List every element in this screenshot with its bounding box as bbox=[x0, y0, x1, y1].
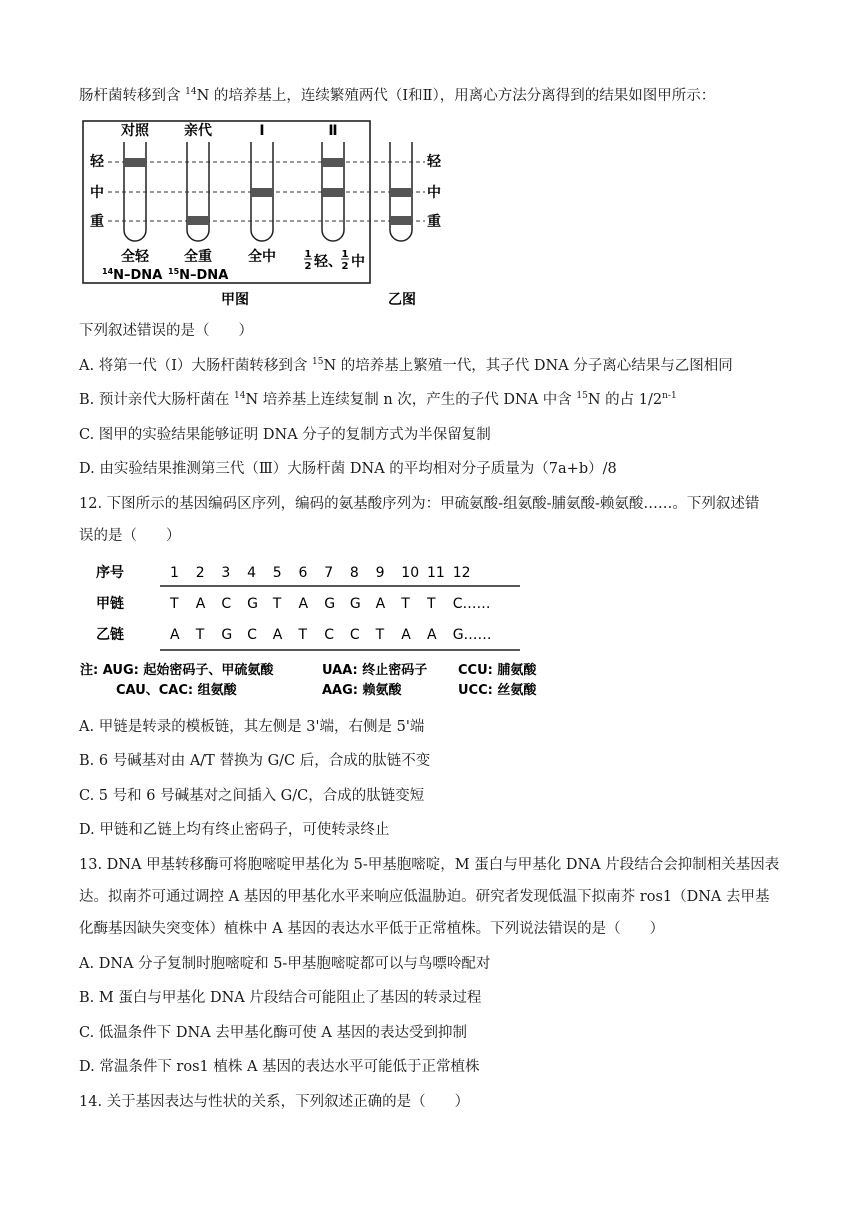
sequence-number: 2 bbox=[195, 565, 205, 581]
band-gen1-middle bbox=[251, 188, 273, 197]
label-light: 轻 bbox=[90, 154, 104, 170]
sequence-number: 11 bbox=[427, 565, 445, 581]
sequence-number: 8 bbox=[349, 565, 359, 581]
svg-text:2: 2 bbox=[304, 261, 312, 272]
strand-a-base: G bbox=[324, 596, 336, 612]
q12-stem-line2: 误的是（ ） bbox=[79, 528, 181, 544]
q11-option-b: B. 预计亲代大肠杆菌在 $^{14}$N 培养基上连续复制 n 次，产生的子代 DNA 中含 $^{15}$N 的占 1/2$^{n-1}$ bbox=[79, 391, 677, 408]
sequence-number: 12 bbox=[452, 565, 471, 581]
strand-b-base: G…… bbox=[452, 627, 492, 643]
sequence-number: 7 bbox=[324, 565, 334, 581]
label-heavy: 重 bbox=[90, 214, 104, 230]
strand-a-base: T bbox=[272, 596, 282, 612]
caption-figure-a: 甲图 bbox=[221, 292, 249, 308]
q13-option-c: C. 低温条件下 DNA 去甲基化酶可使 A 基因的表达受到抑制 bbox=[79, 1025, 467, 1041]
row-label-strand-b: 乙链 bbox=[96, 627, 124, 643]
row-label-number: 序号 bbox=[96, 565, 124, 581]
band-parent-heavy bbox=[187, 216, 209, 225]
right-label-light: 轻 bbox=[427, 154, 441, 170]
note-line1-b: UAA: 终止密码子 bbox=[322, 663, 428, 678]
q11-option-d: D. 由实验结果推测第三代（Ⅲ）大肠杆菌 DNA 的平均相对分子质量为（7a+b）/8 bbox=[79, 461, 617, 477]
fraction-label bbox=[304, 249, 365, 272]
svg-text:1: 1 bbox=[304, 249, 312, 260]
dna-label-15n: $^{15}$N–DNA bbox=[168, 267, 229, 283]
q11-stem: 下列叙述错误的是（ ） bbox=[79, 323, 253, 339]
q12-stem-line1: 12. 下图所示的基因编码区序列，编码的氨基酸序列为：甲硫氨酸-组氨酸-脯氨酸-赖氨酸……。下列叙述错 bbox=[79, 496, 760, 512]
header-gen2: Ⅱ bbox=[328, 123, 338, 139]
sequence-number: 1 bbox=[170, 565, 179, 581]
sequence-number: 6 bbox=[298, 565, 308, 581]
q11-option-a: A. 将第一代（Ⅰ）大肠杆菌转移到含 $^{15}$N 的培养基上繁殖一代，其子代 DNA 分子离心结果与乙图相同 bbox=[79, 357, 733, 374]
intro-line: 肠杆菌转移到含 $^{14}$N 的培养基上，连续繁殖两代（Ⅰ和Ⅱ），用离心方法分离得到的结果如图甲所示： bbox=[79, 87, 716, 104]
strand-a-base: T bbox=[427, 596, 436, 612]
q13-stem-line2: 达。拟南芥可通过调控 A 基因的甲基化水平来响应低温胁迫。研究者发现低温下拟南芥 ros1（DNA 去甲基 bbox=[79, 889, 770, 905]
strand-a-base: A bbox=[195, 596, 206, 612]
strand-a-base: T bbox=[170, 596, 179, 612]
tube-parent bbox=[187, 142, 209, 241]
q13-stem-line1: 13. DNA 甲基转移酶可将胞嘧啶甲基化为 5-甲基胞嘧啶，M 蛋白与甲基化 DNA 片段结合会抑制相关基因表 bbox=[79, 857, 780, 873]
bottom-label-all-middle: 全中 bbox=[248, 249, 276, 265]
dna-label-14n: $^{14}$N–DNA bbox=[102, 267, 163, 283]
bottom-label-all-light: 全轻 bbox=[121, 249, 149, 265]
q12-option-b: B. 6 号碱基对由 A/T 替换为 G/C 后，合成的肽链不变 bbox=[79, 753, 431, 769]
strand-b-base: A bbox=[170, 627, 180, 643]
strand-b-base: C bbox=[247, 627, 257, 643]
note-line2-c: UCC: 丝氨酸 bbox=[458, 683, 537, 698]
strand-a-base: A bbox=[298, 596, 309, 612]
band-gen2-middle bbox=[322, 188, 344, 197]
caption-figure-b: 乙图 bbox=[388, 292, 416, 308]
strand-b-base: T bbox=[375, 627, 385, 643]
strand-b-base: T bbox=[298, 627, 308, 643]
strand-b-bases bbox=[170, 627, 492, 643]
note-line1-a: 注: AUG: 起始密码子、甲硫氨酸 bbox=[80, 663, 274, 678]
strand-a-base: T bbox=[401, 596, 410, 612]
label-middle: 中 bbox=[90, 185, 104, 201]
strand-b-base: A bbox=[401, 627, 411, 643]
header-parent: 亲代 bbox=[184, 123, 212, 139]
sequence-numbers bbox=[170, 565, 471, 581]
strand-b-base: A bbox=[427, 627, 437, 643]
bottom-label-all-heavy: 全重 bbox=[184, 249, 212, 265]
note-line2-b: AAG: 赖氨酸 bbox=[322, 683, 402, 698]
header-control: 对照 bbox=[121, 123, 149, 139]
strand-b-base: G bbox=[221, 627, 233, 643]
svg-text:1: 1 bbox=[341, 249, 349, 260]
q12-option-d: D. 甲链和乙链上均有终止密码子，可使转录终止 bbox=[79, 822, 390, 838]
strand-b-base: T bbox=[195, 627, 205, 643]
strand-b-base: C bbox=[349, 627, 360, 643]
q12-option-a: A. 甲链是转录的模板链，其左侧是 3'端，右侧是 5'端 bbox=[79, 719, 425, 735]
note-line1-c: CCU: 脯氨酸 bbox=[458, 663, 537, 678]
row-label-strand-a: 甲链 bbox=[96, 596, 124, 612]
q14-stem: 14. 关于基因表达与性状的关系，下列叙述正确的是（ ） bbox=[79, 1094, 470, 1110]
sequence-number: 4 bbox=[247, 565, 257, 581]
band-gen2-light bbox=[322, 158, 344, 167]
strand-a-bases bbox=[169, 596, 490, 612]
strand-b-base: A bbox=[272, 627, 283, 643]
band-b-heavy bbox=[390, 216, 412, 225]
svg-text:2: 2 bbox=[341, 261, 349, 272]
sequence-number: 3 bbox=[221, 565, 231, 581]
strand-b-base: C bbox=[324, 627, 334, 643]
svg-text:中: 中 bbox=[351, 254, 365, 270]
right-label-heavy: 重 bbox=[427, 214, 441, 230]
header-gen1: Ⅰ bbox=[259, 123, 265, 139]
strand-a-base: C…… bbox=[452, 596, 491, 612]
tube-control bbox=[124, 142, 146, 241]
strand-a-base: A bbox=[375, 596, 386, 612]
strand-a-base: G bbox=[247, 596, 258, 612]
strand-a-base: C bbox=[221, 596, 232, 612]
svg-text:轻、: 轻、 bbox=[314, 254, 342, 270]
sequence-number: 10 bbox=[401, 565, 420, 581]
strand-a-base: G bbox=[349, 596, 361, 612]
sequence-number: 9 bbox=[375, 565, 385, 581]
band-control-light bbox=[124, 158, 146, 167]
band-b-middle bbox=[390, 188, 412, 197]
q12-option-c: C. 5 号和 6 号碱基对之间插入 G/C，合成的肽链变短 bbox=[79, 788, 425, 804]
q13-option-a: A. DNA 分子复制时胞嘧啶和 5-甲基胞嘧啶都可以与鸟嘌呤配对 bbox=[79, 956, 491, 972]
centrifuge-figure bbox=[80, 118, 450, 308]
q11-option-c: C. 图甲的实验结果能够证明 DNA 分子的复制方式为半保留复制 bbox=[79, 427, 491, 443]
q13-option-b: B. M 蛋白与甲基化 DNA 片段结合可能阻止了基因的转录过程 bbox=[79, 990, 482, 1006]
q13-option-d: D. 常温条件下 ros1 植株 A 基因的表达水平可能低于正常植株 bbox=[79, 1059, 480, 1075]
right-label-middle: 中 bbox=[427, 185, 441, 201]
note-line2-a: CAU、CAC: 组氨酸 bbox=[116, 683, 237, 698]
sequence-number: 5 bbox=[272, 565, 282, 581]
q13-stem-line3: 化酶基因缺失突变体）植株中 A 基因的表达水平低于正常植株。下列说法错误的是（ ） bbox=[79, 921, 665, 937]
sequence-figure bbox=[80, 557, 560, 702]
